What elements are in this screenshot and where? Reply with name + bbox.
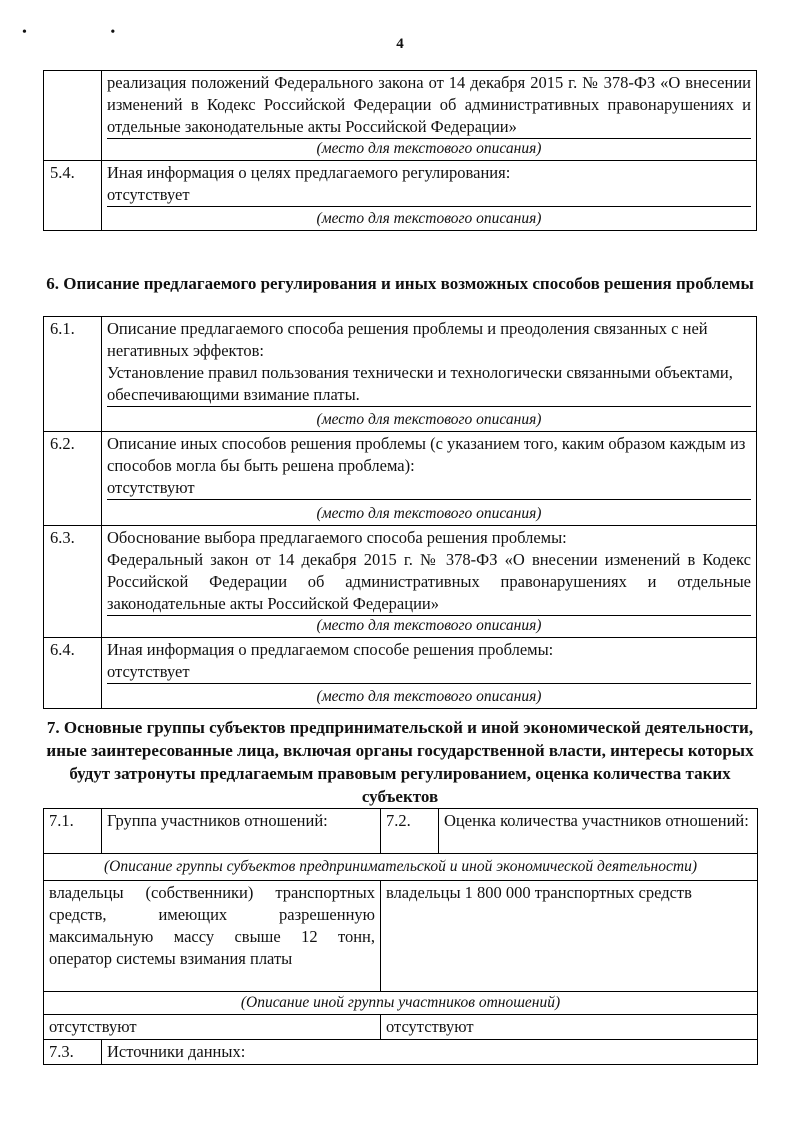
business-group-cell: владельцы (собственники) транспортных средств, имеющих разрешенную максимальную массу свыше 12 тонн, оператор системы взимания платы: [44, 881, 381, 992]
business-count-cell: владельцы 1 800 000 транспортных средств: [381, 881, 758, 992]
table-row: [44, 71, 757, 161]
item-value: отсутствует: [107, 661, 751, 684]
table-header-row: [44, 809, 758, 854]
item-value: отсутствует: [107, 184, 751, 207]
table-row: [44, 881, 758, 992]
other-count-cell: отсутствуют: [381, 1015, 758, 1040]
item-label: Описание предлагаемого способа решения проблемы и преодоления связанных с ней негативных эффектов:: [107, 319, 708, 360]
other-group-cell: отсутствуют: [44, 1015, 381, 1040]
table-section7: [43, 808, 758, 1065]
item-6-3-cell: [102, 526, 757, 638]
table-section6: [43, 316, 757, 709]
continuation-text: реализация положений Федерального закона от 14 декабря 2015 г. № 378-ФЗ «О внесении изменений в Кодекс Российской Федерации об административных правонарушениях и отдельные законодательные акты Российской Федерации»: [107, 72, 751, 139]
table-row: [44, 854, 758, 881]
table-section5-continuation: [43, 70, 757, 231]
sources-label: Источники данных:: [102, 1040, 758, 1065]
col1-number: 7.1.: [44, 809, 102, 854]
caption: (место для текстового описания): [316, 617, 542, 634]
sources-number: 7.3.: [44, 1040, 102, 1065]
item-value: отсутствуют: [107, 477, 751, 500]
item-label: Иная информация о предлагаемом способе решения проблемы:: [107, 640, 554, 659]
table-row: [44, 161, 757, 231]
item-label: Описание иных способов решения проблемы (с указанием того, каким образом каждым из способов могла бы быть решена проблема):: [107, 434, 746, 475]
item-value: Федеральный закон от 14 декабря 2015 г. № 378-ФЗ «О внесении изменений в Кодекс Российской Федерации об административных правонарушениях и отдельные законодательные акты Российской Федерации»: [107, 549, 751, 616]
table-row: [44, 432, 757, 526]
item-number: 5.4.: [44, 161, 102, 231]
caption: (место для текстового описания): [316, 140, 542, 157]
item-value: Установление правил пользования технически и технологически связанными объектами, обеспечивающими взимание платы.: [107, 362, 751, 407]
table-row: [44, 317, 757, 432]
table-row: [44, 526, 757, 638]
col2-header: Оценка количества участников отношений:: [439, 809, 758, 854]
item-number: 6.2.: [44, 432, 102, 526]
corner-marks: • •: [22, 25, 156, 40]
section-6-title: 6. Описание предлагаемого регулирования и иных возможных способов решения проблемы: [46, 274, 754, 293]
item-number: 6.4.: [44, 638, 102, 709]
continuation-cell: [102, 71, 757, 161]
caption-business-group: (Описание группы субъектов предпринимательской и иной экономической деятельности): [44, 854, 758, 881]
item-label: Иная информация о целях предлагаемого регулирования:: [107, 163, 511, 182]
item-6-2-cell: [102, 432, 757, 526]
section-7-title: 7. Основные группы субъектов предпринимательской и иной экономической деятельности, иные заинтересованные лица, включая органы государственной власти, интересы которых будут затронуты предлагаемым правовым регулированием, оценка количества таких субъектов: [46, 718, 754, 806]
caption: (место для текстового описания): [316, 505, 542, 522]
item-5-4-cell: [102, 161, 757, 231]
caption-other-group: (Описание иной группы участников отношений): [44, 992, 758, 1015]
table-row: [44, 1015, 758, 1040]
item-6-4-cell: [102, 638, 757, 709]
table-row: [44, 1040, 758, 1065]
caption: (место для текстового описания): [316, 411, 542, 428]
item-label: Обоснование выбора предлагаемого способа решения проблемы:: [107, 528, 567, 547]
caption: (место для текстового описания): [316, 688, 542, 705]
table-row: [44, 992, 758, 1015]
table-row: [44, 638, 757, 709]
caption: (место для текстового описания): [316, 210, 542, 227]
num-cell-empty: [44, 71, 102, 161]
item-number: 6.3.: [44, 526, 102, 638]
col2-number: 7.2.: [381, 809, 439, 854]
item-6-1-cell: [102, 317, 757, 432]
item-number: 6.1.: [44, 317, 102, 432]
page-number: 4: [396, 36, 404, 52]
col1-header: Группа участников отношений:: [102, 809, 381, 854]
